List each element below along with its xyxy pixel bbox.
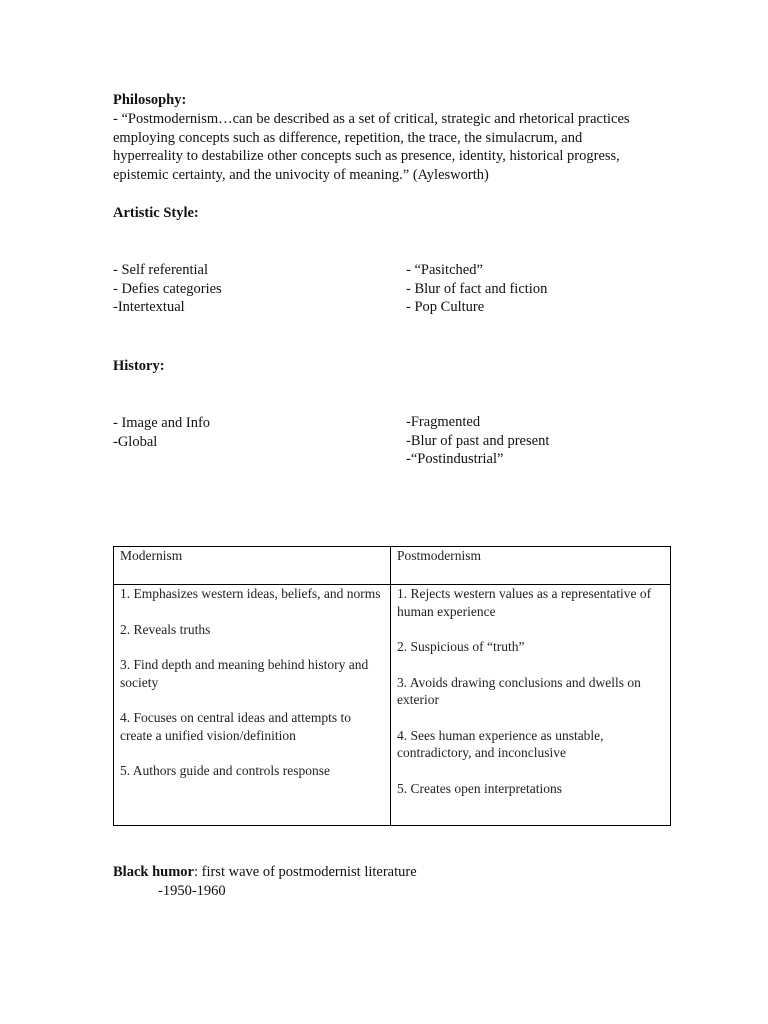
black-humor-term: Black humor [113,864,194,880]
history-heading: History: [113,358,165,374]
postmodernism-item: 3. Avoids drawing conclusions and dwells on exterior [397,674,641,707]
list-item: -“Postindustrial” [406,451,504,467]
modernism-item: 4. Focuses on central ideas and attempts to create a unified vision/definition [120,710,351,743]
modernism-item: 5. Authors guide and controls response [120,763,330,778]
list-item: - Self referential [113,262,209,278]
philosophy-quote [113,110,658,184]
artistic-style-heading: Artistic Style: [113,205,199,221]
modernism-item: 3. Find depth and meaning behind history and society [120,657,369,690]
postmodernism-item: 5. Creates open interpretations [397,780,562,796]
modernism-cell [114,585,391,826]
postmodernism-item: 2. Suspicious of “truth” [397,639,525,654]
modernism-item: 1. Emphasizes western ideas, beliefs, and norms [120,586,381,601]
list-item: - Pop Culture [406,299,485,315]
philosophy-quote-line: hyperreality to destabilize other concepts such as presence, identity, historical progress, [113,148,620,164]
list-item: -Fragmented [406,414,481,430]
list-item: -Intertextual [113,299,185,315]
comparison-table [113,546,671,826]
philosophy-quote-line: - “Postmodernism…can be described as a set of critical, strategic and rhetorical practices [113,111,630,127]
black-humor-years: -1950-1960 [158,883,226,899]
table-header-postmodernism: Postmodernism [391,547,671,585]
philosophy-heading: Philosophy: [113,92,187,108]
table-header-row [114,547,671,585]
philosophy-quote-line: employing concepts such as difference, repetition, the trace, the simulacrum, and [113,129,583,146]
artistic-style-left-list [113,261,222,317]
list-item: - Blur of fact and fiction [406,280,548,297]
black-humor-definition: : first wave of postmodernist literature [193,864,417,880]
postmodernism-cell [391,585,671,826]
artistic-style-right-list [406,261,547,317]
black-humor-line [113,863,417,882]
history-right-list [406,413,549,469]
postmodernism-item: 4. Sees human experience as unstable, contradictory, and inconclusive [397,727,604,760]
philosophy-quote-line: epistemic certainty, and the univocity of meaning.” (Aylesworth) [113,166,489,183]
list-item: - Defies categories [113,280,222,297]
list-item: -Global [113,433,158,450]
modernism-item: 2. Reveals truths [120,621,211,637]
postmodernism-item: 1. Rejects western values as a representative of human experience [397,586,652,619]
list-item: -Blur of past and present [406,432,550,449]
table-header-modernism: Modernism [114,547,391,585]
table-row [114,585,671,826]
list-item: - “Pasitched” [406,262,483,278]
history-left-list [113,414,210,451]
list-item: - Image and Info [113,415,211,431]
